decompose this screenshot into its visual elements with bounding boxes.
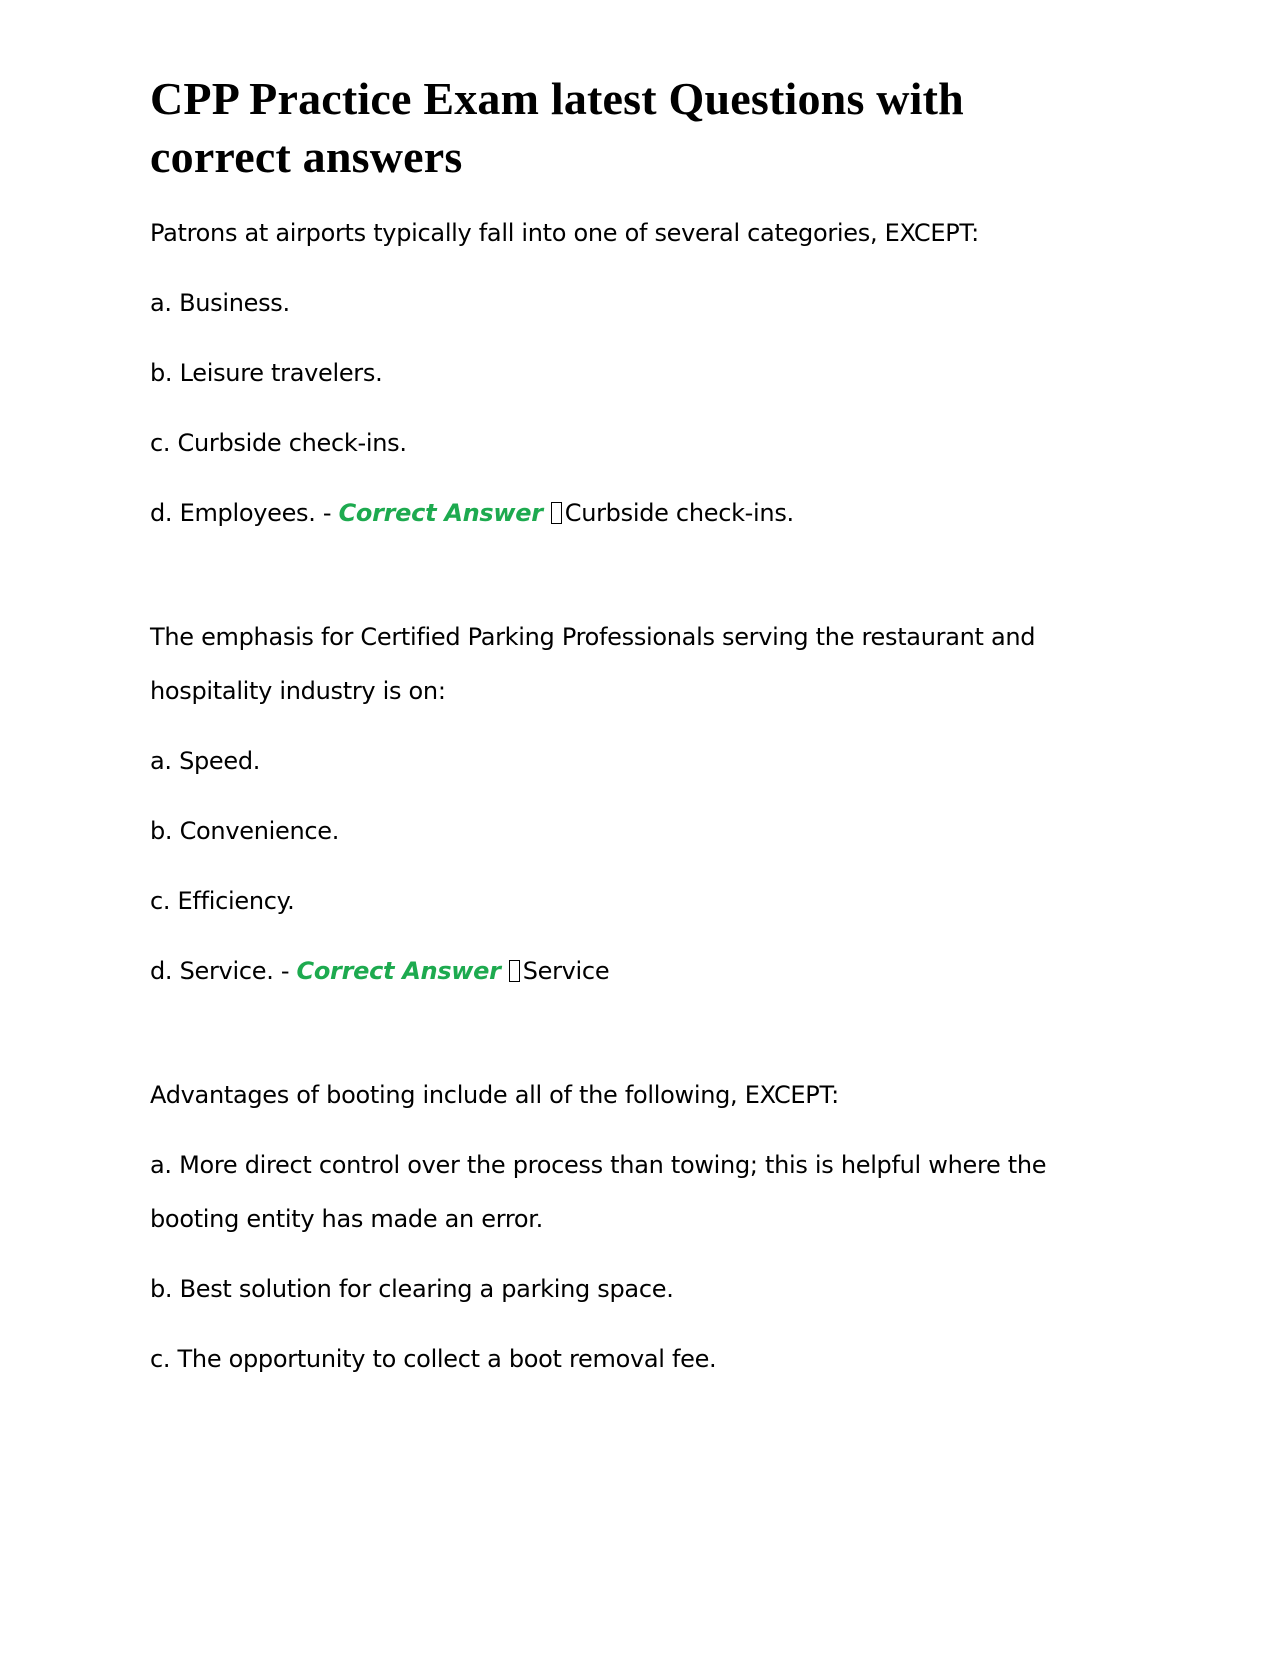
answer-option: a. More direct control over the process than towing; this is helpful where the booting entity has made an error. — [150, 1151, 1047, 1233]
question-3 — [150, 1068, 1110, 1386]
document-page — [150, 70, 1110, 1402]
answer-option: c. Curbside check-ins. — [150, 429, 407, 457]
answer-option: b. Convenience. — [150, 817, 340, 845]
answer-option: b. Leisure travelers. — [150, 359, 383, 387]
answer-option-with-answer — [150, 944, 1110, 998]
answer-option: c. Efficiency. — [150, 887, 295, 915]
correct-answer-label: Correct Answer — [296, 957, 501, 985]
question-prompt: Advantages of booting include all of the following, EXCEPT: — [150, 1081, 839, 1109]
answer-option: a. Business. — [150, 289, 290, 317]
document-title: CPP Practice Exam latest Questions with correct answers — [150, 73, 964, 182]
question-prompt: Patrons at airports typically fall into one of several categories, EXCEPT: — [150, 219, 979, 247]
missing-glyph-icon — [509, 960, 520, 982]
missing-glyph-icon — [551, 502, 562, 524]
answer-option-text: d. Service. - — [150, 957, 297, 985]
correct-answer-text: Service — [522, 957, 610, 985]
question-1 — [150, 206, 1110, 540]
answer-option-with-answer — [150, 486, 1110, 540]
answer-option: a. Speed. — [150, 747, 261, 775]
answer-option: b. Best solution for clearing a parking space. — [150, 1275, 674, 1303]
correct-answer-text: Curbside check-ins. — [564, 499, 794, 527]
answer-option: c. The opportunity to collect a boot removal fee. — [150, 1345, 717, 1373]
answer-option-text: d. Employees. - — [150, 499, 339, 527]
question-2 — [150, 610, 1110, 998]
question-prompt: The emphasis for Certified Parking Professionals serving the restaurant and hospitality industry is on: — [150, 623, 1036, 705]
correct-answer-label: Correct Answer — [338, 499, 543, 527]
